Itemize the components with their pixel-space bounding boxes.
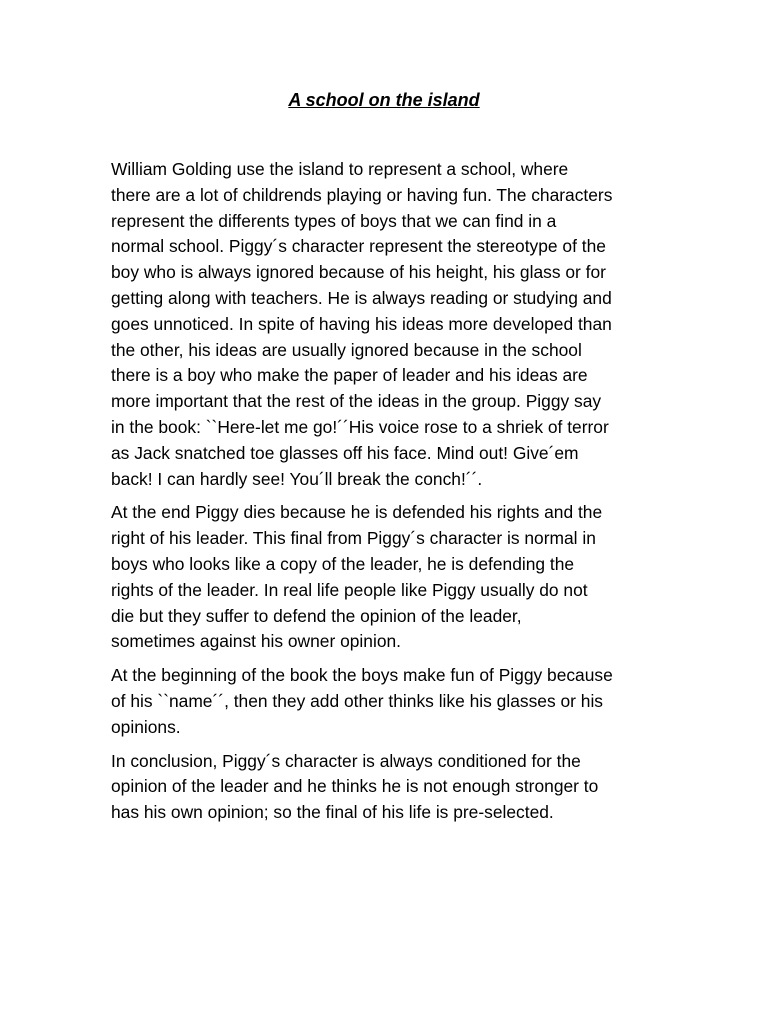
text-line: In conclusion, Piggy´s character is always conditioned for the	[111, 750, 581, 771]
text-line: rights of the leader. In real life people like Piggy usually do not	[111, 579, 588, 600]
text-line: opinion of the leader and he thinks he is not enough stronger to	[111, 776, 599, 797]
text-line: in the book: ``Here-let me go!´´His voice rose to a shriek of terror	[111, 416, 609, 437]
text-line: the other, his ideas are usually ignored because in the school	[111, 339, 582, 360]
text-line: At the end Piggy dies because he is defended his rights and the	[111, 502, 603, 523]
text-line: William Golding use the island to represent a school, where	[111, 159, 569, 179]
text-line: die but they suffer to defend the opinion of the leader,	[111, 605, 522, 626]
text-line: there is a boy who make the paper of leader and his ideas are	[111, 365, 588, 386]
text-line: At the beginning of the book the boys make fun of Piggy because	[111, 665, 613, 686]
text-line: of his ``name´´, then they add other thinks like his glasses or his	[111, 690, 603, 711]
text-line: represent the differents types of boys that we can find in a	[111, 210, 557, 231]
text-line: right of his leader. This final from Piggy´s character is normal in	[111, 528, 596, 549]
text-line: sometimes against his owner opinion.	[111, 631, 401, 652]
text-line: normal school. Piggy´s character represent the stereotype of the	[111, 236, 606, 257]
document-title: A school on the island	[288, 90, 480, 110]
text-line: boys who looks like a copy of the leader, he is defending the	[111, 553, 575, 574]
text-line: there are a lot of childrends playing or having fun. The characters	[111, 184, 613, 205]
text-line: more important that the rest of the ideas in the group. Piggy say	[111, 391, 602, 412]
paragraph-1	[111, 157, 671, 492]
text-line: boy who is always ignored because of his height, his glass or for	[111, 262, 606, 283]
text-line: getting along with teachers. He is always reading or studying and	[111, 287, 612, 308]
text-line: opinions.	[111, 716, 181, 737]
text-line: back! I can hardly see! You´ll break the conch!´´.	[111, 468, 483, 489]
text-line: has his own opinion; so the final of his life is pre-selected.	[111, 802, 554, 823]
paragraph-2	[111, 500, 671, 655]
text-line: as Jack snatched toe glasses off his face. Mind out! Give´em	[111, 442, 579, 463]
paragraph-3	[111, 663, 671, 740]
paragraph-4	[111, 749, 671, 826]
text-line: goes unnoticed. In spite of having his ideas more developed than	[111, 313, 612, 334]
document-body	[111, 157, 671, 834]
